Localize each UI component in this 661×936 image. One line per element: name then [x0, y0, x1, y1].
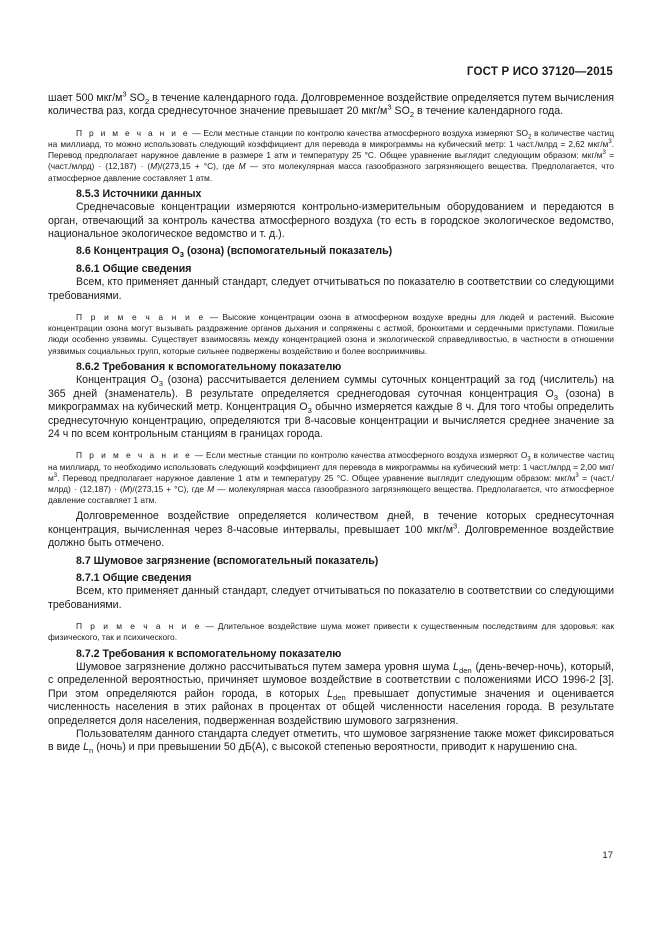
- section-heading: 8.7.2 Требования к вспомогательному показателю: [76, 647, 342, 660]
- body-paragraph: Всем, кто применяет данный стандарт, следует отчитываться по показателю в соответствии со следующими требованиями.: [48, 585, 614, 611]
- note-text: — Если местные станции по контролю качества атмосферного воздуха измеряют $SO_2$ в количестве частиц на миллиард, то можно использовать следующий коэффициент для перевода в микрограммы на кубический метр: 1 част./млрд = 2,62 мкг/$м^3$. Перевод предполагает наружное давление в размере 1 атм и температуру 25 °C. Общее уравнение выглядит следующим образом: мкг/$м^3$ = (част./млрд) · (12,187) · (M)/(273,15 + °C), где M — это молекулярная масса газообразного загрязняющего вещества. Предполагается, что атмосферное давление составляет 1 атм.: [48, 127, 615, 183]
- note-label: П р и м е ч а н и е: [76, 621, 202, 632]
- note-text: — Длительное воздействие шума может привести к существенным последствиям для здоровья: как физического, так и психического.: [48, 621, 615, 643]
- section-heading: 8.6 Концентрация $O_3$ (озона) (вспомогательный показатель): [76, 245, 393, 260]
- body-paragraph: Пользователям данного стандарта следует отметить, что шумовое загрязнение также может фиксироваться в виде $L_n$ (ночь) и при превышении 50 дБ(А), с высокой степенью вероятности, приводит к нарушению сна.: [48, 728, 614, 756]
- note-paragraph: [48, 621, 614, 643]
- section-heading: 8.5.3 Источники данных: [76, 187, 202, 200]
- document-body: [48, 89, 615, 756]
- body-paragraph: шает 500 мкг/$м^3$ $SO_2$ в течение календарного года. Долговременное воздействие определяется путем вычисления количества раз, когда среднесуточное значение превышает 20 мкг/$м^3$ $SO_2$ в течение календарного года.: [48, 89, 614, 120]
- note-label: П р и м е ч а н и е: [76, 450, 192, 461]
- note-label: П р и м е ч а н и е: [76, 312, 206, 323]
- body-paragraph: Среднечасовые концентрации измеряются контрольно-измерительным оборудованием и передаются в орган, отвечающий за контроль качества атмосферного воздуха (то есть в городское экологическое ведомство, национальное экологическое ведомство и т. д.).: [48, 201, 614, 241]
- section-heading: 8.6.2 Требования к вспомогательному показателю: [76, 360, 342, 373]
- body-paragraph: Шумовое загрязнение должно рассчитываться путем замера уровня шума $L_{den}$ (день-вечер-ночь), который, с определенной вероятностью, причиняет шумовое воздействие в соответствии с положениями ИСО 1996-2 [3]. При этом определяются район города, в которых $L_{den}$ превышает допустимые значения и оценивается численность населения в этих районах в процентах от общей численности населения города. В результате определяется доля населения, подверженная воздействию шумового загрязнения.: [48, 661, 614, 727]
- note-paragraph: [48, 450, 614, 506]
- body-paragraph: Концентрация $O_3$ (озона) рассчитывается делением суммы суточных концентраций за год (числитель) на 365 дней (знаменатель). В результате определяется среднегодовая суточная концентрация $O_3$ (озона) в микрограммах на кубический метр. Концентрация $O_3$ обычно измеряется каждые 8 ч. Для того чтобы определить среднесуточную концентрацию, определяются три 8-часовые концентрации и вычисляется среднее значение за 24 ч по всем контрольным станциям в границах города.: [48, 374, 614, 440]
- section-heading: 8.6.1 Общие сведения: [76, 262, 192, 275]
- body-paragraph: Долговременное воздействие определяется количеством дней, в течение которых среднесуточная концентрация, вычисленная через 8-часовые интервалы, превышает 100 мкг/$м^3$. Долговременное воздействие должно быть отмечено.: [48, 510, 615, 550]
- document-id: ГОСТ Р ИСО 37120—2015: [466, 66, 613, 78]
- section-heading: 8.7.1 Общие сведения: [76, 571, 192, 584]
- note-paragraph: [48, 128, 614, 184]
- note-paragraph: [48, 312, 614, 357]
- note-label: П р и м е ч а н и е: [76, 127, 190, 138]
- note-text: — Если местные станции по контролю качества атмосферного воздуха измеряют $O_3$ в количестве частиц на миллиард, то необходимо использовать следующий коэффициент для перевода в микрограммы на кубический метр: 1 част./млрд = 2,00 мкг/$м^3$. Перевод предполагает наружное давление 1 атм и температуру 25 °C. Общее уравнение выглядит следующим образом: мкг/$м^3$ = (част./млрд) · (12,187) · (M)/(273,15 + °C), где M — молекулярная масса газообразного загрязняющего вещества. Предполагается, что атмосферное давление составляет 1 атм.: [48, 450, 614, 506]
- page-number: 17: [602, 850, 613, 861]
- note-text: — Высокие концентрации озона в атмосферном воздухе вредны для людей и растений. Высокие концентрации озона могут вызывать раздражение органов дыхания и сопряжены с астмой, бронхитами и сердечными приступами. Пожилые люди особенно уязвимы. Существует взаимосвязь между концентрацией озона и экологической справедливостью, в частности в отношении уязвимых социальных групп, которые сильнее подвержены воздействию и более восприимчивы.: [48, 312, 615, 356]
- section-heading: 8.7 Шумовое загрязнение (вспомогательный показатель): [76, 554, 379, 567]
- body-paragraph: Всем, кто применяет данный стандарт, следует отчитываться по показателю в соответствии со следующими требованиями.: [48, 276, 614, 302]
